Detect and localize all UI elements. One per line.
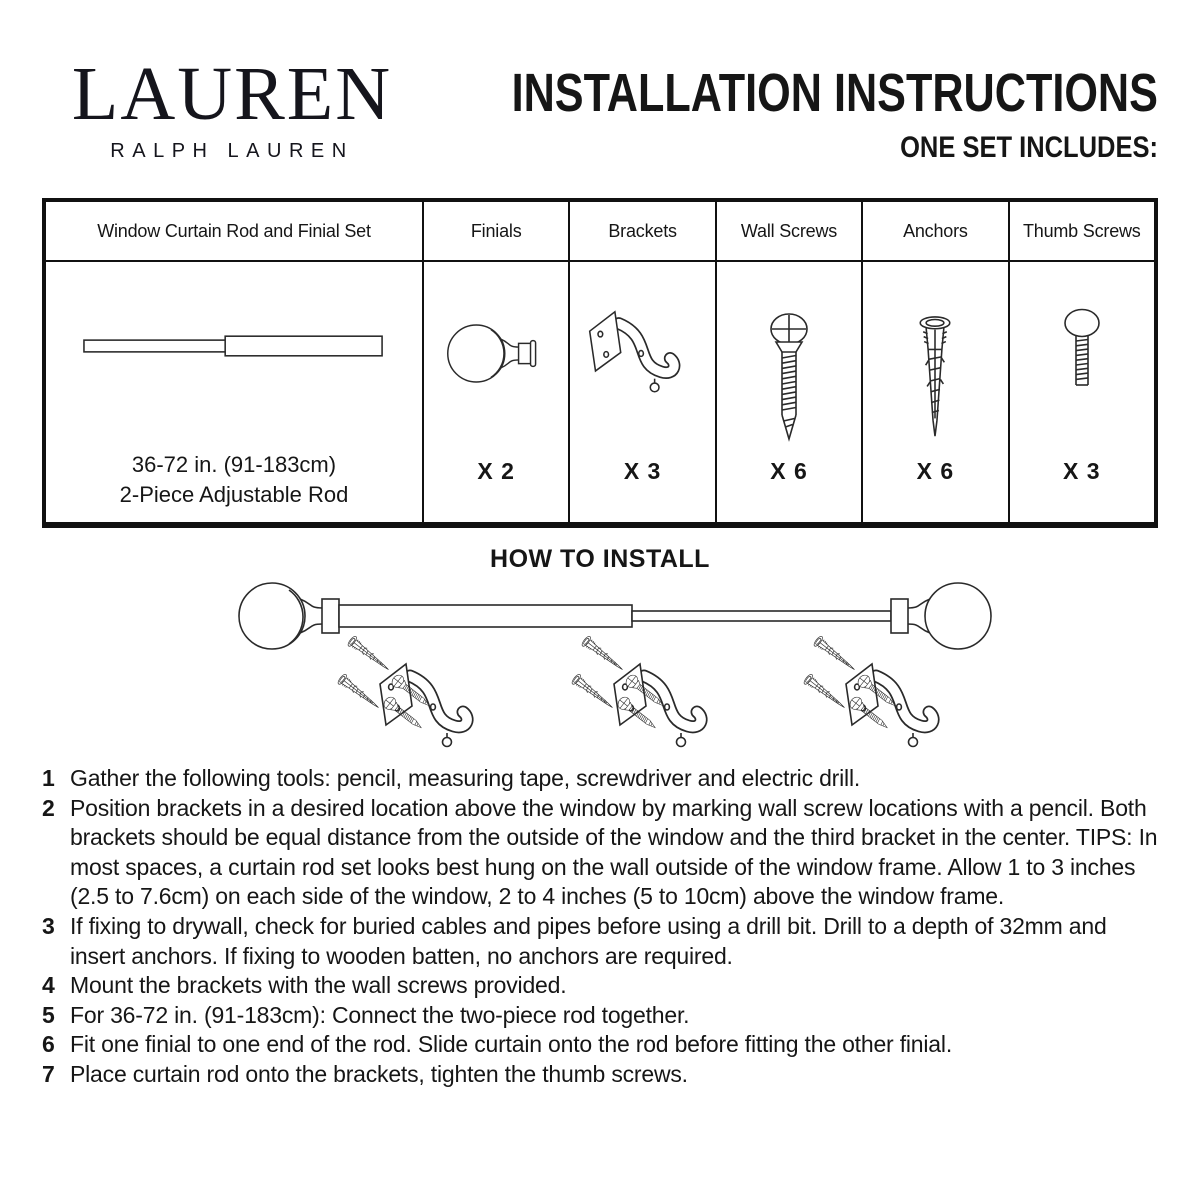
install-diagram <box>0 570 1200 765</box>
install-steps <box>42 764 1160 1090</box>
step-number: 1 <box>42 765 55 791</box>
rod-size: 36-72 in. (91-183cm) <box>131 452 337 477</box>
page-subtitle: ONE SET INCLUDES: <box>900 131 1158 164</box>
column-header-brackets: Brackets <box>568 202 714 262</box>
anchors-quantity: X 6 <box>916 458 955 484</box>
cell-finials <box>422 262 568 522</box>
rod-description <box>120 450 349 510</box>
step-number: 5 <box>42 1001 55 1028</box>
bracket-group-right <box>803 635 933 746</box>
anchor-icon <box>913 262 957 444</box>
step-number: 7 <box>42 1060 55 1087</box>
step-item <box>42 1001 1160 1031</box>
cell-wall-screws <box>715 262 861 522</box>
step-text: Mount the brackets with the wall screws provided. <box>70 972 567 999</box>
rod-type: 2-Piece Adjustable Rod <box>119 482 349 507</box>
page-title: INSTALLATION INSTRUCTIONS <box>511 63 1158 123</box>
step-item <box>42 971 1160 1001</box>
column-header-thumb-screws: Thumb Screws <box>1008 202 1154 262</box>
cell-brackets <box>568 262 714 522</box>
bracket-icon <box>580 262 706 444</box>
bracket-group-left <box>337 635 467 746</box>
cell-anchors <box>861 262 1007 522</box>
brand-name: LAUREN <box>71 52 393 136</box>
adjustable-rod-icon <box>82 262 386 430</box>
step-text: If fixing to drywall, check for buried cables and pipes before using a drill bit. Drill to a depth of 32mm and insert anchors. If fixing to wooden batten, no anchors are required. <box>70 912 1107 969</box>
thumb-screws-quantity: X 3 <box>1063 458 1101 484</box>
finial-icon <box>445 262 548 444</box>
step-number: 3 <box>42 912 55 939</box>
brand-logo <box>66 52 398 163</box>
column-header-anchors: Anchors <box>861 202 1007 262</box>
cell-thumb-screws <box>1008 262 1154 522</box>
parts-table <box>42 198 1158 528</box>
step-number: 2 <box>42 794 55 821</box>
step-text: Position brackets in a desired location above the window by marking wall screw locations with a pencil. Both brackets should be equal distance from the outside of the window and the third bracket in the center. TIPS: In most spaces, a curtain rod set looks best hung on the wall outside of the window frame. Allow 1 to 3 inches (2.5 to 7.6cm) on each side of the window, 2 to 4 inches (5 to 10cm) above the window frame. <box>70 794 1158 910</box>
wall-screw-icon <box>766 262 812 444</box>
step-item <box>42 764 1160 794</box>
thumb-screw-icon <box>1062 262 1102 444</box>
step-text: Gather the following tools: pencil, measuring tape, screwdriver and electric drill. <box>70 765 861 791</box>
header <box>350 63 1158 164</box>
step-text: Place curtain rod onto the brackets, tighten the thumb screws. <box>70 1060 688 1087</box>
column-header-finials: Finials <box>422 202 568 262</box>
step-number: 6 <box>42 1031 55 1058</box>
brand-subname: RALPH LAUREN <box>110 140 354 162</box>
column-header-rod-set: Window Curtain Rod and Finial Set <box>46 202 422 262</box>
step-item <box>42 912 1160 971</box>
column-header-wall-screws: Wall Screws <box>715 202 861 262</box>
finials-quantity: X 2 <box>477 458 515 484</box>
brackets-quantity: X 3 <box>623 458 662 484</box>
step-item <box>42 1030 1160 1060</box>
step-item <box>42 794 1160 912</box>
bracket-group-center <box>571 635 701 746</box>
step-item <box>42 1060 1160 1090</box>
step-text: Fit one finial to one end of the rod. Slide curtain onto the rod before fitting the other finial. <box>70 1031 953 1058</box>
how-to-install-title: HOW TO INSTALL <box>490 545 710 573</box>
wall-screws-quantity: X 6 <box>770 458 808 484</box>
cell-rod-set <box>46 262 422 522</box>
step-number: 4 <box>42 972 55 999</box>
step-text: For 36-72 in. (91-183cm): Connect the two-piece rod together. <box>70 1001 690 1028</box>
